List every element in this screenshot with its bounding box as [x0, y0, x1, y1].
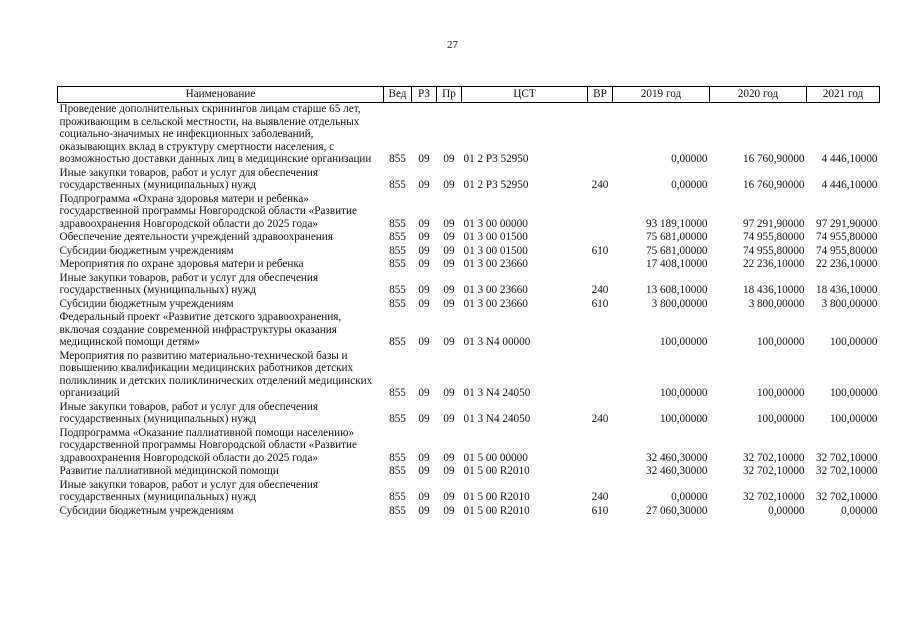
- table-row: [58, 465, 880, 479]
- cell-cst: 01 3 00 23660: [463, 284, 528, 296]
- cell-2019: 32 460,30000: [645, 465, 708, 477]
- cell-cst: 01 2 P3 52950: [463, 153, 529, 165]
- cell-ved: 855: [389, 153, 406, 165]
- cell-ved: 855: [389, 179, 406, 191]
- cell-pr: 09: [443, 413, 455, 425]
- cell-pr: 09: [443, 387, 455, 399]
- table-row: [58, 167, 880, 193]
- cell-rz: 09: [418, 413, 430, 425]
- cell-ved: 855: [389, 231, 406, 243]
- cell-2019: 27 060,30000: [645, 504, 708, 517]
- cell-2021: 97 291,90000: [815, 217, 878, 230]
- table-row: [58, 272, 880, 298]
- cell-2019: 0,00000: [671, 153, 708, 165]
- cell-cst: 01 3 00 00000: [463, 217, 528, 230]
- cell-rz: 09: [418, 179, 430, 191]
- cell-ved: 855: [389, 413, 406, 425]
- cell-2020: 100,00000: [756, 336, 805, 348]
- cell-name: Иные закупки товаров, работ и услуг для обеспечения государственных (муниципальных) нужд: [59, 271, 319, 296]
- cell-2021: 4 446,10000: [821, 179, 878, 191]
- cell-name: Субсидии бюджетным учреждениям: [59, 504, 234, 517]
- cell-2020: 97 291,90000: [742, 217, 805, 230]
- cell-rz: 09: [418, 297, 430, 310]
- cell-pr: 09: [443, 284, 455, 296]
- table-row: [58, 258, 880, 272]
- cell-2019: 17 408,10000: [645, 258, 708, 270]
- cell-2020: 32 702,10000: [742, 491, 805, 503]
- table-row: [58, 401, 880, 427]
- cell-name: Обеспечение деятельности учреждений здравоохранения: [59, 231, 333, 243]
- cell-2019: 3 800,00000: [651, 297, 708, 310]
- cell-name: Мероприятия по охране здоровья матери и ребенка: [59, 258, 304, 270]
- cell-2019: 75 681,00000: [645, 244, 708, 257]
- cell-rz: 09: [418, 451, 430, 464]
- cell-ved: 855: [389, 284, 406, 296]
- cell-rz: 09: [418, 491, 430, 503]
- cell-cst: 01 3 00 23660: [463, 258, 528, 270]
- cell-2019: 0,00000: [671, 179, 708, 191]
- cell-cst: 01 3 N4 00000: [463, 336, 531, 348]
- cell-2021: 100,00000: [829, 387, 878, 399]
- cell-cst: 01 5 00 R2010: [463, 504, 530, 517]
- cell-pr: 09: [443, 258, 455, 270]
- cell-vr: [588, 350, 613, 401]
- table-row: [58, 350, 880, 401]
- cell-vr: 240: [591, 284, 609, 296]
- cell-ved: 855: [389, 217, 406, 230]
- cell-vr: 610: [591, 297, 609, 310]
- cell-2019: 0,00000: [671, 491, 708, 503]
- cell-rz: 09: [418, 258, 430, 270]
- cell-pr: 09: [443, 451, 455, 464]
- table-row: [58, 193, 880, 232]
- table-row: [58, 427, 880, 466]
- cell-vr: 240: [591, 413, 609, 425]
- cell-name: Мероприятия по развитию материально-технической базы и повышению квалификации медицинских работников детских поликлиник и детских поликлинических отделений медицинских организаций: [59, 349, 373, 399]
- cell-2021: 100,00000: [829, 336, 878, 348]
- cell-2020: 0,00000: [768, 504, 805, 517]
- cell-ved: 855: [389, 387, 406, 399]
- cell-cst: 01 3 N4 24050: [463, 387, 531, 399]
- cell-2020: 16 760,90000: [742, 179, 805, 191]
- cell-2021: 32 702,10000: [815, 491, 878, 503]
- cell-2021: 74 955,80000: [815, 244, 878, 257]
- cell-ved: 855: [389, 465, 406, 477]
- cell-2020: 3 800,00000: [748, 297, 805, 310]
- cell-cst: 01 3 00 01500: [463, 244, 528, 257]
- cell-pr: 09: [443, 336, 455, 348]
- table-row: [58, 311, 880, 350]
- cell-vr: 610: [591, 504, 609, 517]
- cell-rz: 09: [418, 284, 430, 296]
- cell-pr: 09: [443, 244, 455, 257]
- cell-2020: 100,00000: [756, 387, 805, 399]
- cell-cst: 01 5 00 R2010: [463, 465, 530, 477]
- cell-vr: 610: [591, 244, 609, 257]
- cell-rz: 09: [418, 244, 430, 257]
- cell-2019: 100,00000: [659, 413, 708, 425]
- cell-vr: [588, 258, 613, 272]
- cell-ved: 855: [389, 451, 406, 464]
- header-2019: 2019 год: [613, 87, 710, 103]
- cell-2021: 18 436,10000: [815, 284, 878, 296]
- cell-name: Иные закупки товаров, работ и услуг для обеспечения государственных (муниципальных) нужд: [59, 478, 319, 503]
- cell-cst: 01 5 00 R2010: [463, 491, 530, 503]
- table-row: [58, 245, 880, 259]
- cell-rz: 09: [418, 504, 430, 517]
- cell-ved: 855: [389, 491, 406, 503]
- cell-ved: 855: [389, 504, 406, 517]
- header-name: Наименование: [58, 87, 384, 103]
- cell-vr: [588, 465, 613, 479]
- header-pr: Пр: [437, 87, 462, 103]
- cell-rz: 09: [418, 336, 430, 348]
- header-cst: ЦСТ: [462, 87, 588, 103]
- table-row: [58, 505, 880, 519]
- cell-2021: 100,00000: [829, 413, 878, 425]
- cell-2020: 16 760,90000: [742, 153, 805, 165]
- cell-vr: 240: [591, 491, 609, 503]
- cell-2020: 32 702,10000: [742, 451, 805, 464]
- cell-name: Подпрограмма «Охрана здоровья матери и ребенка» государственной программы Новгородской области «Развитие здравоохранения Новгородской области до 2025 года»: [59, 192, 357, 230]
- cell-cst: 01 3 N4 24050: [463, 413, 531, 425]
- cell-vr: [588, 427, 613, 466]
- header-2020: 2020 год: [710, 87, 807, 103]
- cell-2020: 22 236,10000: [742, 258, 805, 270]
- cell-pr: 09: [443, 231, 455, 243]
- table-row: [58, 298, 880, 312]
- cell-2021: 4 446,10000: [821, 153, 878, 165]
- cell-2020: 32 702,10000: [742, 465, 805, 477]
- cell-2021: 0,00000: [841, 504, 878, 517]
- cell-name: Подпрограмма «Оказание паллиативной помощи населению» государственной программы Новгородской области «Развитие здравоохранения Новгородской области до 2025 года»: [59, 426, 357, 464]
- cell-name: Иные закупки товаров, работ и услуг для обеспечения государственных (муниципальных) нужд: [59, 400, 319, 425]
- cell-vr: [588, 231, 613, 245]
- cell-2019: 100,00000: [659, 336, 708, 348]
- cell-2021: 32 702,10000: [815, 465, 878, 477]
- cell-2020: 74 955,80000: [742, 231, 805, 243]
- cell-2019: 13 608,10000: [645, 284, 708, 296]
- header-rz: РЗ: [412, 87, 437, 103]
- cell-cst: 01 2 P3 52950: [463, 179, 529, 191]
- cell-2021: 32 702,10000: [815, 451, 878, 464]
- cell-pr: 09: [443, 491, 455, 503]
- cell-vr: 240: [591, 179, 609, 191]
- cell-cst: 01 5 00 00000: [463, 451, 528, 464]
- cell-rz: 09: [418, 231, 430, 243]
- cell-2020: 18 436,10000: [742, 284, 805, 296]
- cell-vr: [588, 311, 613, 350]
- cell-cst: 01 3 00 23660: [463, 297, 528, 310]
- cell-ved: 855: [389, 336, 406, 348]
- cell-pr: 09: [443, 153, 455, 165]
- cell-2020: 100,00000: [756, 413, 805, 425]
- table-row: [58, 231, 880, 245]
- cell-rz: 09: [418, 465, 430, 477]
- table-header-row: [58, 87, 880, 103]
- cell-name: Субсидии бюджетным учреждениям: [59, 297, 234, 310]
- cell-rz: 09: [418, 153, 430, 165]
- table-row: [58, 103, 880, 167]
- cell-name: Иные закупки товаров, работ и услуг для обеспечения государственных (муниципальных) нужд: [59, 166, 319, 191]
- table-body: [58, 103, 880, 519]
- cell-name: Проведение дополнительных скринингов лицам старше 65 лет, проживающим в сельской местности, на выявление отдельных социально-значимых не инфекционных заболеваний, оказывающих вклад в структуру смертности населения, с возможностью доставки данных лиц в медицинские организации: [59, 103, 372, 165]
- cell-name: Субсидии бюджетным учреждениям: [59, 244, 234, 257]
- cell-2021: 74 955,80000: [815, 231, 878, 243]
- cell-cst: 01 3 00 01500: [463, 231, 528, 243]
- cell-vr: [588, 193, 613, 232]
- budget-table: [57, 86, 880, 518]
- cell-2019: 75 681,00000: [645, 231, 708, 243]
- cell-ved: 855: [389, 297, 406, 310]
- cell-2019: 100,00000: [659, 387, 708, 399]
- cell-2019: 32 460,30000: [645, 451, 708, 464]
- cell-rz: 09: [418, 387, 430, 399]
- header-ved: Вед: [384, 87, 412, 103]
- cell-pr: 09: [443, 217, 455, 230]
- header-vr: ВР: [588, 87, 613, 103]
- cell-rz: 09: [418, 217, 430, 230]
- cell-vr: [588, 103, 613, 167]
- cell-name: Федеральный проект «Развитие детского здравоохранения, включая создание современной инфраструктуры оказания медицинской помощи детям»: [59, 311, 342, 348]
- cell-2021: 3 800,00000: [821, 297, 878, 310]
- cell-pr: 09: [443, 297, 455, 310]
- cell-2020: 74 955,80000: [742, 244, 805, 257]
- cell-ved: 855: [389, 258, 406, 270]
- cell-2021: 22 236,10000: [815, 258, 878, 270]
- cell-pr: 09: [443, 504, 455, 517]
- cell-2019: 93 189,10000: [645, 217, 708, 230]
- table-row: [58, 479, 880, 505]
- cell-pr: 09: [443, 179, 455, 191]
- cell-name: Развитие паллиативной медицинской помощи: [59, 465, 279, 477]
- header-2021: 2021 год: [807, 87, 880, 103]
- cell-pr: 09: [443, 465, 455, 477]
- page-number: 27: [447, 39, 458, 51]
- cell-ved: 855: [389, 244, 406, 257]
